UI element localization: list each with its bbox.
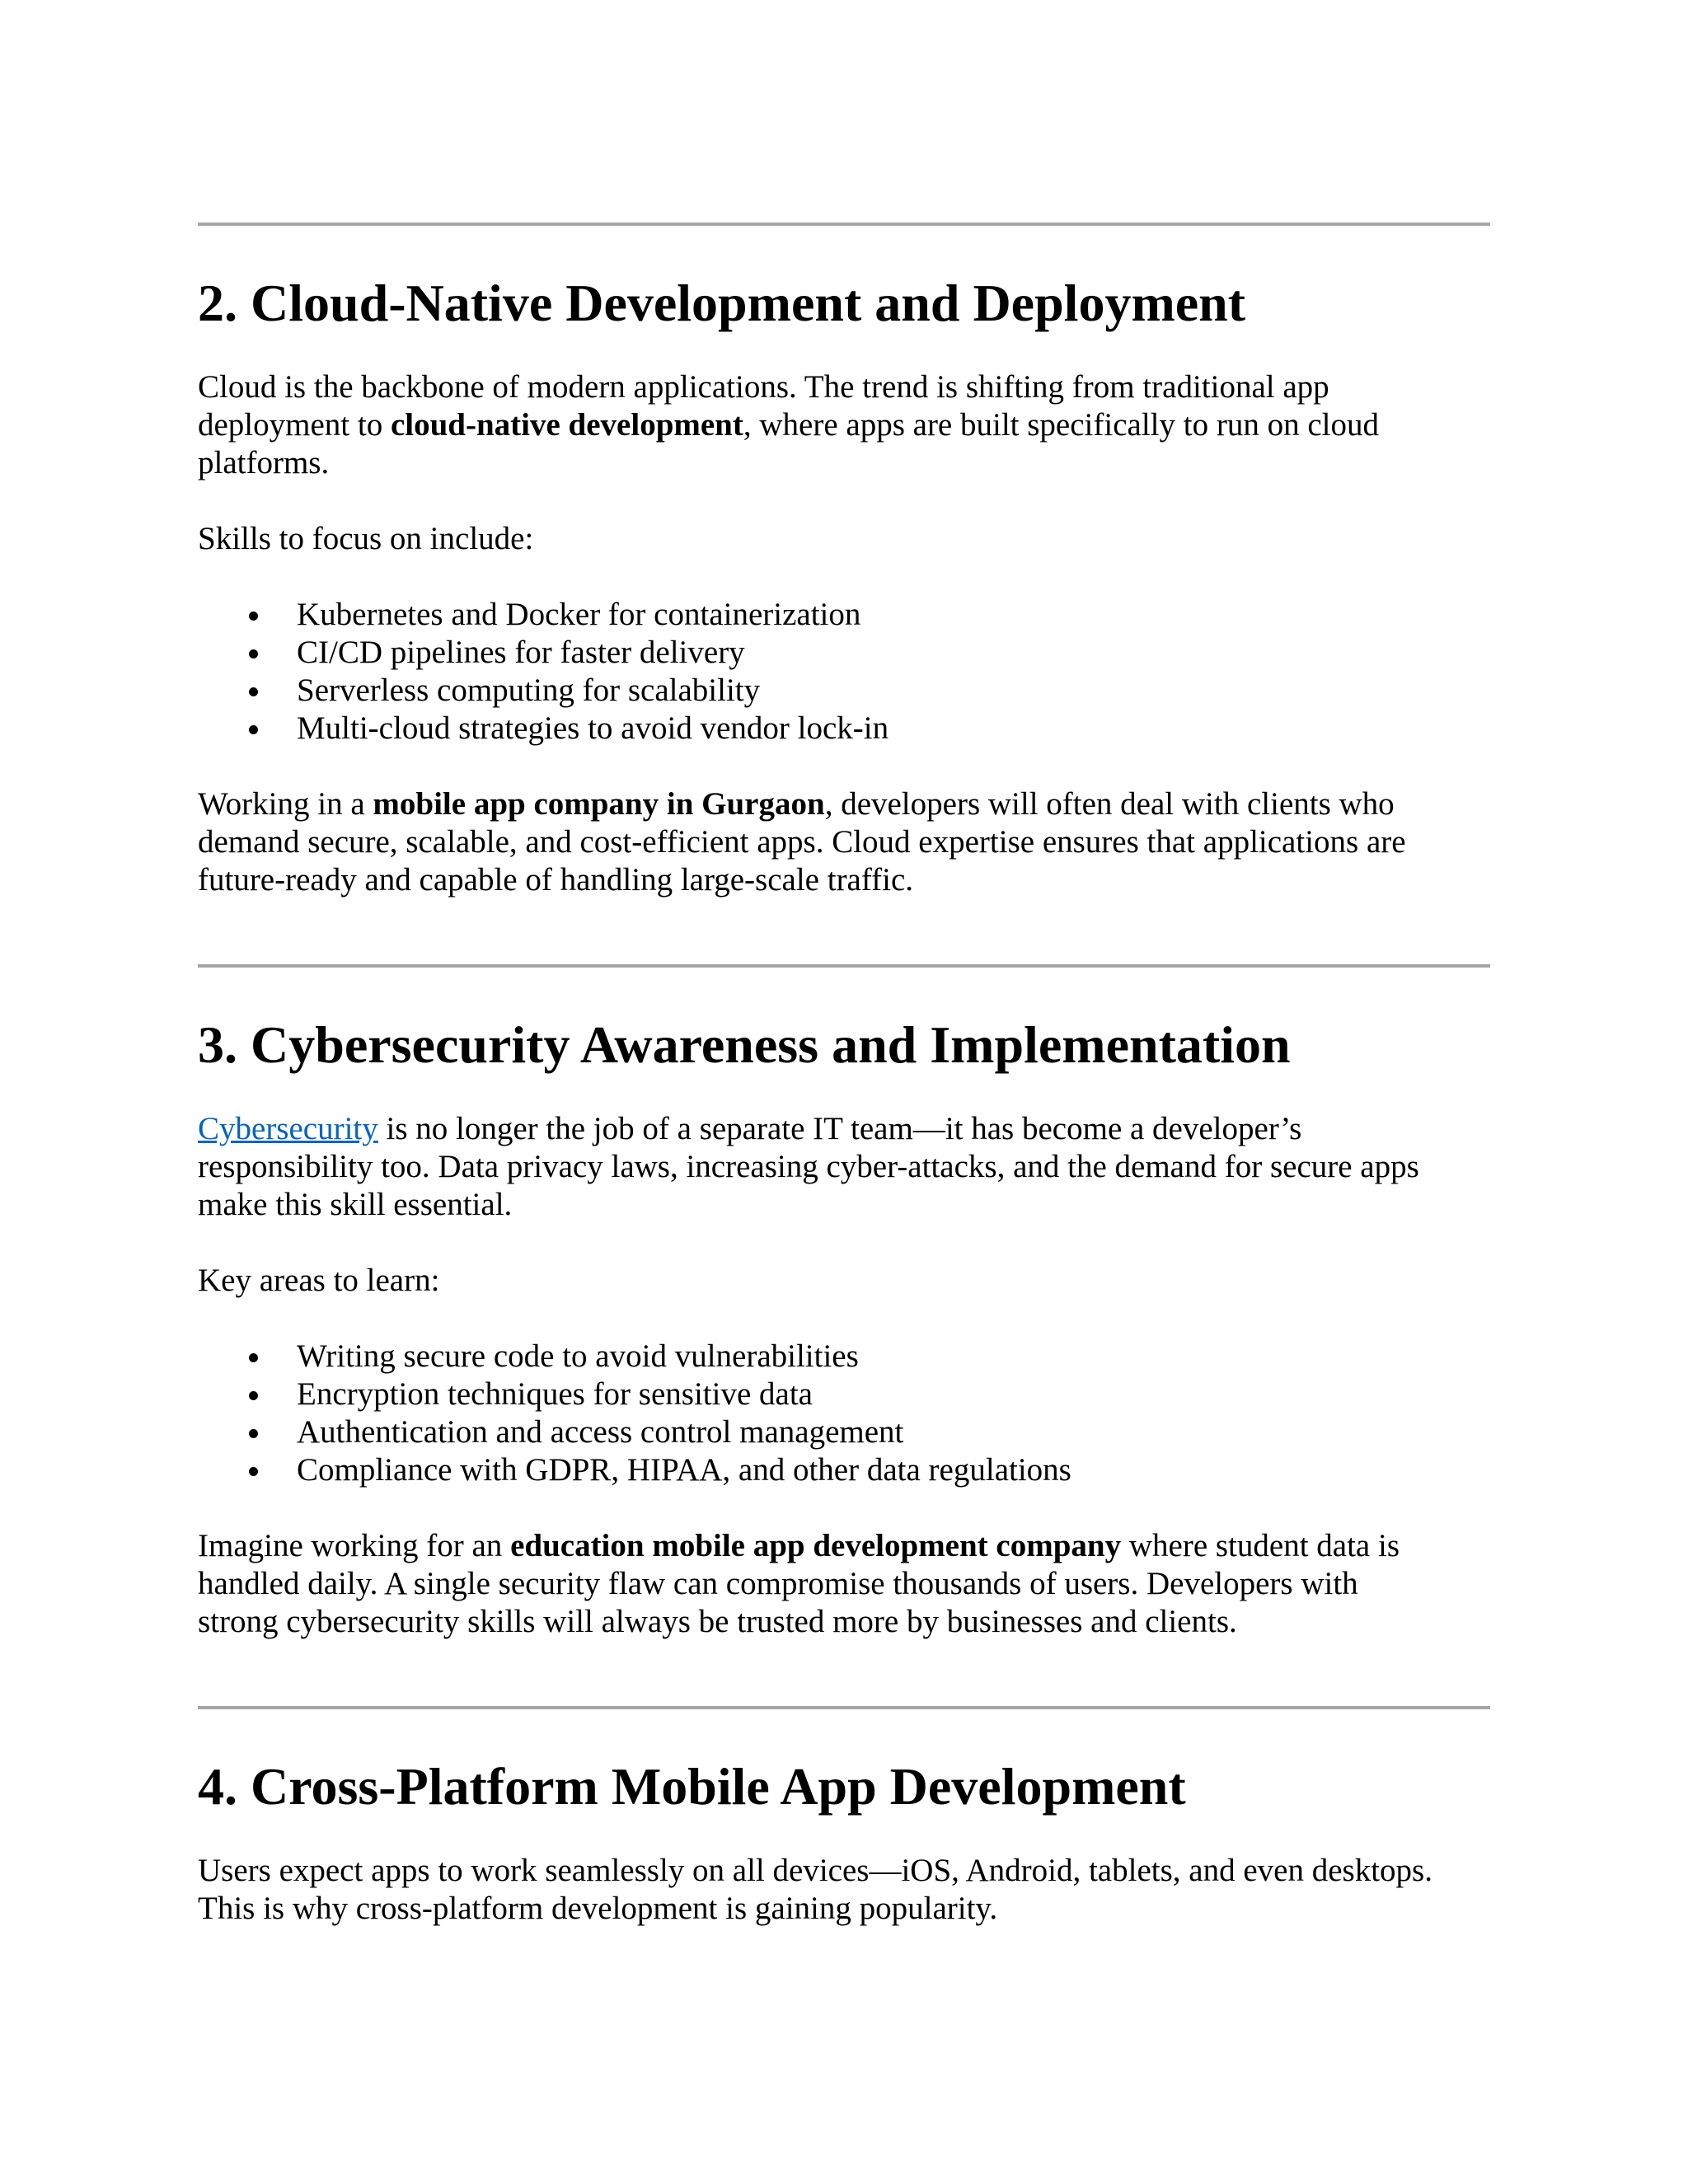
paragraph-line: demand secure, scalable, and cost-efficient apps. Cloud expertise ensures that applications are	[198, 824, 1406, 860]
list-item	[198, 1376, 1071, 1413]
section-intro-paragraph	[198, 1852, 1517, 1928]
text-run: where student data is	[1121, 1528, 1400, 1563]
list-label	[198, 1262, 1517, 1300]
text-run: Working in a	[198, 786, 373, 822]
list-item	[198, 1338, 1071, 1376]
list-item-text: Encryption techniques for sensitive data	[297, 1376, 813, 1412]
bullet-icon	[249, 649, 258, 658]
section-intro-paragraph	[198, 1110, 1517, 1224]
bullet-icon	[249, 1429, 258, 1438]
section-heading: 2. Cloud-Native Development and Deployment	[198, 274, 1246, 332]
paragraph-line: Users expect apps to work seamlessly on all devices—iOS, Android, tablets, and even desktops.	[198, 1853, 1432, 1888]
bullet-list	[198, 1338, 1071, 1489]
text-run: Imagine working for an	[198, 1528, 511, 1563]
section-outro-paragraph	[198, 1527, 1517, 1641]
list-item-text: CI/CD pipelines for faster delivery	[297, 635, 745, 670]
paragraph-line: make this skill essential.	[198, 1187, 513, 1222]
bullet-list	[198, 596, 889, 748]
paragraph-line: future-ready and capable of handling large-scale traffic.	[198, 862, 914, 898]
paragraph-line	[198, 1527, 1517, 1565]
horizontal-rule	[198, 223, 1490, 226]
paragraph-line: This is why cross-platform development is gaining popularity.	[198, 1891, 998, 1926]
list-item	[198, 1413, 1071, 1451]
list-item-text: Serverless computing for scalability	[297, 673, 761, 708]
paragraph-line	[198, 406, 1517, 444]
section-heading: 4. Cross-Platform Mobile App Development	[198, 1757, 1186, 1816]
list-item-text: Compliance with GDPR, HIPAA, and other data regulations	[297, 1452, 1071, 1488]
bold-term: education mobile app development company	[510, 1528, 1122, 1563]
paragraph-line: platforms.	[198, 445, 330, 480]
paragraph-line	[198, 1110, 1517, 1148]
list-item-text: Kubernetes and Docker for containerization	[297, 597, 861, 632]
horizontal-rule	[198, 1706, 1490, 1709]
list-item	[198, 1451, 1071, 1489]
text-run: is no longer the job of a separate IT team—it has become a developer’s	[377, 1111, 1302, 1146]
list-label-text: Key areas to learn:	[198, 1263, 440, 1298]
bullet-icon	[249, 1391, 258, 1400]
section-outro-paragraph	[198, 785, 1517, 899]
bullet-icon	[249, 725, 258, 734]
paragraph-line	[198, 785, 1517, 823]
section-heading: 3. Cybersecurity Awareness and Implementation	[198, 1015, 1291, 1074]
section-intro-paragraph	[198, 368, 1517, 482]
list-label	[198, 520, 1517, 558]
list-item-text: Writing secure code to avoid vulnerabilities	[297, 1338, 859, 1374]
list-item	[198, 710, 889, 748]
list-item	[198, 596, 889, 634]
bullet-icon	[249, 1467, 258, 1476]
list-item-text: Authentication and access control management	[297, 1414, 904, 1450]
text-run: , where apps are built specifically to run on cloud	[743, 407, 1379, 443]
bullet-icon	[249, 612, 258, 621]
paragraph-line: handled daily. A single security flaw can compromise thousands of users. Developers with	[198, 1566, 1358, 1601]
text-run: , developers will often deal with clients who	[824, 786, 1395, 822]
bullet-icon	[249, 1353, 258, 1362]
text-run: deployment to	[198, 407, 391, 443]
list-item	[198, 634, 889, 672]
paragraph-line: responsibility too. Data privacy laws, increasing cyber-attacks, and the demand for secure apps	[198, 1149, 1419, 1184]
horizontal-rule	[198, 964, 1490, 968]
paragraph-line: strong cybersecurity skills will always be trusted more by businesses and clients.	[198, 1604, 1237, 1639]
list-label-text: Skills to focus on include:	[198, 521, 534, 556]
bold-term: cloud-native development	[390, 407, 743, 443]
bullet-icon	[249, 687, 258, 696]
paragraph-line: Cloud is the backbone of modern applications. The trend is shifting from traditional app	[198, 369, 1329, 405]
cybersecurity-link[interactable]: Cybersecurity	[198, 1111, 378, 1146]
bold-term: mobile app company in Gurgaon	[373, 786, 825, 822]
list-item	[198, 672, 889, 710]
list-item-text: Multi-cloud strategies to avoid vendor lock-in	[297, 710, 889, 746]
